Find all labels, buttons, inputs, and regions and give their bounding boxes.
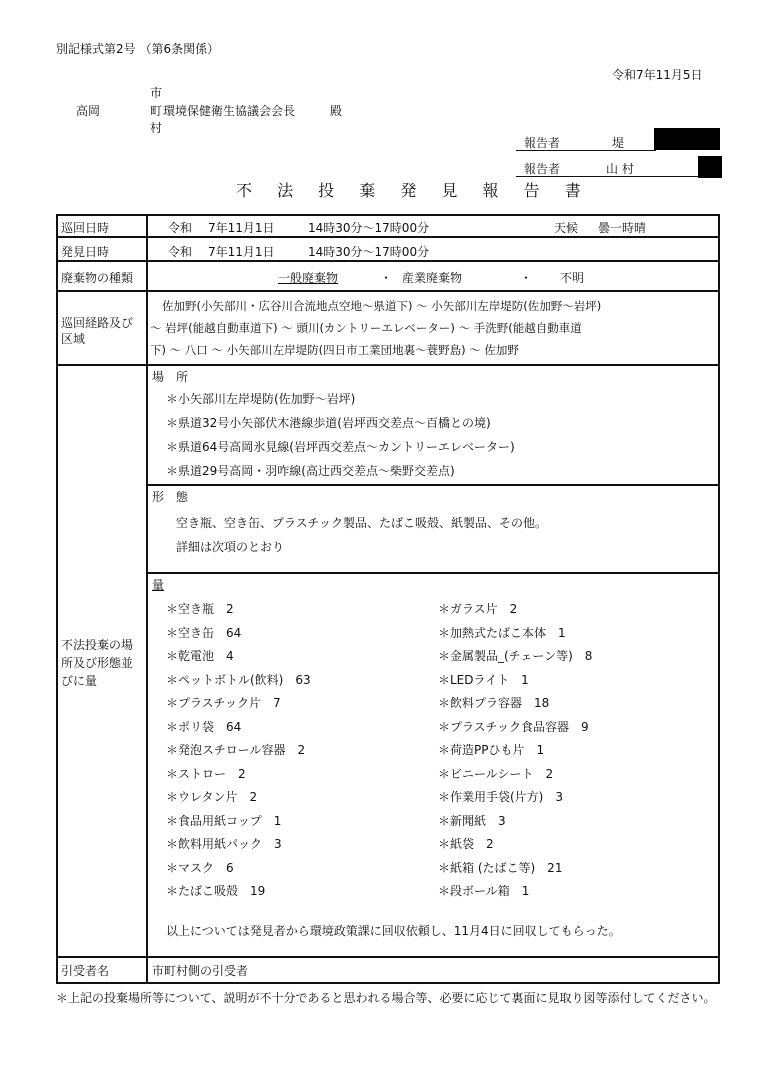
place-line: ＊小矢部川左岸堤防(佐加野～岩坪)	[166, 392, 356, 406]
patrol-date: 7年11月1日	[208, 221, 275, 235]
quantity-item: ＊プラスチック片 7	[166, 696, 281, 710]
waste-type-separator: ・	[520, 271, 533, 285]
quantity-item: ＊ウレタン片 2	[166, 790, 258, 804]
addressee-title: 環境保健衛生協議会会長	[163, 104, 296, 118]
found-date: 7年11月1日	[208, 245, 275, 259]
route-label-line-2: 区域	[61, 332, 86, 346]
quantity-item: ＊ビニールシート 2	[438, 766, 554, 781]
patrol-time: 14時30分～17時00分	[308, 221, 430, 235]
waste-type-label: 廃棄物の種類	[61, 271, 134, 285]
place-line: ＊県道64号高岡氷見線(岩坪西交差点～カントリーエレベーター)	[166, 440, 515, 454]
patrol-label: 巡回日時	[61, 221, 110, 235]
quantity-item: ＊マスク 6	[166, 860, 234, 875]
route-label-line-1: 巡回経路及び	[61, 316, 134, 330]
handover-value: 市町村側の引受者	[152, 964, 249, 978]
weather-value: 曇一時晴	[598, 221, 647, 235]
form-line: 空き瓶、空き缶、プラスチック製品、たばこ吸殻、紙製品、その他。	[176, 516, 548, 530]
quantity-item: ＊発泡スチロール容器 2	[166, 743, 306, 757]
row-divider	[58, 260, 718, 262]
quantity-item: ＊段ボール箱 1	[438, 884, 530, 898]
form-heading: 形 態	[152, 490, 189, 504]
reporter-name-1: 堤	[612, 136, 625, 150]
addressee-city: 高岡	[76, 104, 101, 118]
reporter-label-2: 報告者	[524, 162, 561, 176]
place-heading: 場 所	[152, 370, 189, 384]
found-time: 14時30分～17時00分	[308, 245, 430, 259]
addressee-honorific: 殿	[330, 104, 343, 118]
waste-type-separator: ・	[380, 271, 393, 285]
quantity-item: ＊新聞紙 3	[438, 813, 506, 828]
footnote: ＊上記の投棄場所等について、説明が不十分であると思われる場合等、必要に応じて裏面に見取り図等添付してください。	[56, 991, 716, 1005]
row-divider	[58, 236, 718, 238]
reporter-label-1: 報告者	[524, 136, 561, 150]
quantity-item: ＊たばこ吸殻 19	[166, 884, 266, 898]
reporter-underline-2	[516, 176, 700, 177]
quantity-item: ＊飲料用紙パック 3	[166, 837, 282, 851]
reporter-name-2: 山 村	[606, 162, 634, 176]
quantity-item: ＊金属製品_(チェーン等) 8	[438, 649, 593, 663]
addressee-kind-mura: 村	[150, 121, 163, 135]
quantity-item: ＊LEDライト 1	[438, 672, 529, 687]
place-line: ＊県道32号小矢部伏木港線歩道(岩坪西交差点～百橋との境)	[166, 416, 491, 430]
place-line: ＊県道29号高岡・羽咋線(高辻西交差点～柴野交差点)	[166, 464, 455, 478]
route-line-2: ～ 岩坪(能越自動車道下) ～ 頭川(カントリーエレベーター) ～ 手洗野(能越自動車道	[150, 321, 582, 335]
form-line: 詳細は次項のとおり	[176, 540, 285, 554]
quantity-item: ＊紙袋 2	[438, 837, 494, 851]
quantity-heading: 量	[152, 578, 165, 592]
quantity-item: ＊ストロー 2	[166, 766, 246, 781]
quantity-item: ＊作業用手袋(片方) 3	[438, 790, 563, 804]
found-label: 発見日時	[61, 245, 110, 259]
reporter-underline-1	[516, 150, 656, 151]
quantity-item: ＊ポリ袋 64	[166, 719, 242, 734]
row-divider	[58, 364, 718, 366]
quantity-item: ＊空き瓶 2	[166, 602, 234, 616]
redaction-box	[654, 128, 720, 150]
addressee-kind-shi: 市	[150, 86, 163, 100]
report-table	[56, 214, 720, 984]
dump-label-line-1: 不法投棄の場	[61, 638, 134, 652]
route-line-1: 佐加野(小矢部川・広谷川合流地点空地～県道下) ～ 小矢部川左岸堤防(佐加野～岩坪)	[162, 299, 602, 313]
quantity-item: ＊荷造PPひも片 1	[438, 743, 545, 757]
quantity-item: ＊ペットボトル(飲料) 63	[166, 672, 311, 687]
redaction-box	[698, 156, 722, 178]
quantity-item: ＊ガラス片 2	[438, 602, 518, 616]
addressee-kind-machi: 町	[150, 104, 163, 118]
form-label: 別記様式第2号 （第6条関係）	[56, 42, 220, 56]
found-era: 令和	[168, 245, 193, 259]
waste-type-general: 一般廃棄物	[278, 271, 339, 285]
quantity-item: ＊加熱式たばこ本体 1	[438, 625, 566, 640]
route-line-3: 下) ～ 八口 ～ 小矢部川左岸堤防(四日市工業団地裏～蓑野島) ～ 佐加野	[150, 343, 519, 357]
sub-divider	[146, 484, 718, 486]
dump-label-line-2: 所及び形態並	[61, 656, 134, 670]
row-divider	[58, 290, 718, 292]
quantity-item: ＊空き缶 64	[166, 625, 242, 640]
quantity-item: ＊紙箱 (たばこ等) 21	[438, 860, 563, 875]
document-title: 不 法 投 棄 発 見 報 告 書	[236, 181, 591, 200]
report-date: 令和7年11月5日	[612, 68, 703, 82]
weather-label: 天候	[554, 221, 579, 235]
row-divider	[58, 956, 718, 958]
quantity-item: ＊飲料プラ容器 18	[438, 696, 550, 710]
dump-label-line-3: びに量	[61, 674, 98, 688]
handover-label: 引受者名	[61, 964, 110, 978]
waste-type-industrial: 産業廃棄物	[402, 271, 463, 285]
sub-divider	[146, 572, 718, 574]
patrol-era: 令和	[168, 221, 193, 235]
quantity-item: ＊プラスチック食品容器 9	[438, 719, 589, 734]
quantity-item: ＊食品用紙コップ 1	[166, 813, 282, 828]
label-column-divider	[146, 216, 148, 982]
quantity-item: ＊乾電池 4	[166, 649, 234, 663]
waste-type-unknown: 不明	[560, 271, 585, 285]
collection-note: 以上については発見者から環境政策課に回収依頼し、11月4日に回収してもらった。	[166, 924, 621, 938]
